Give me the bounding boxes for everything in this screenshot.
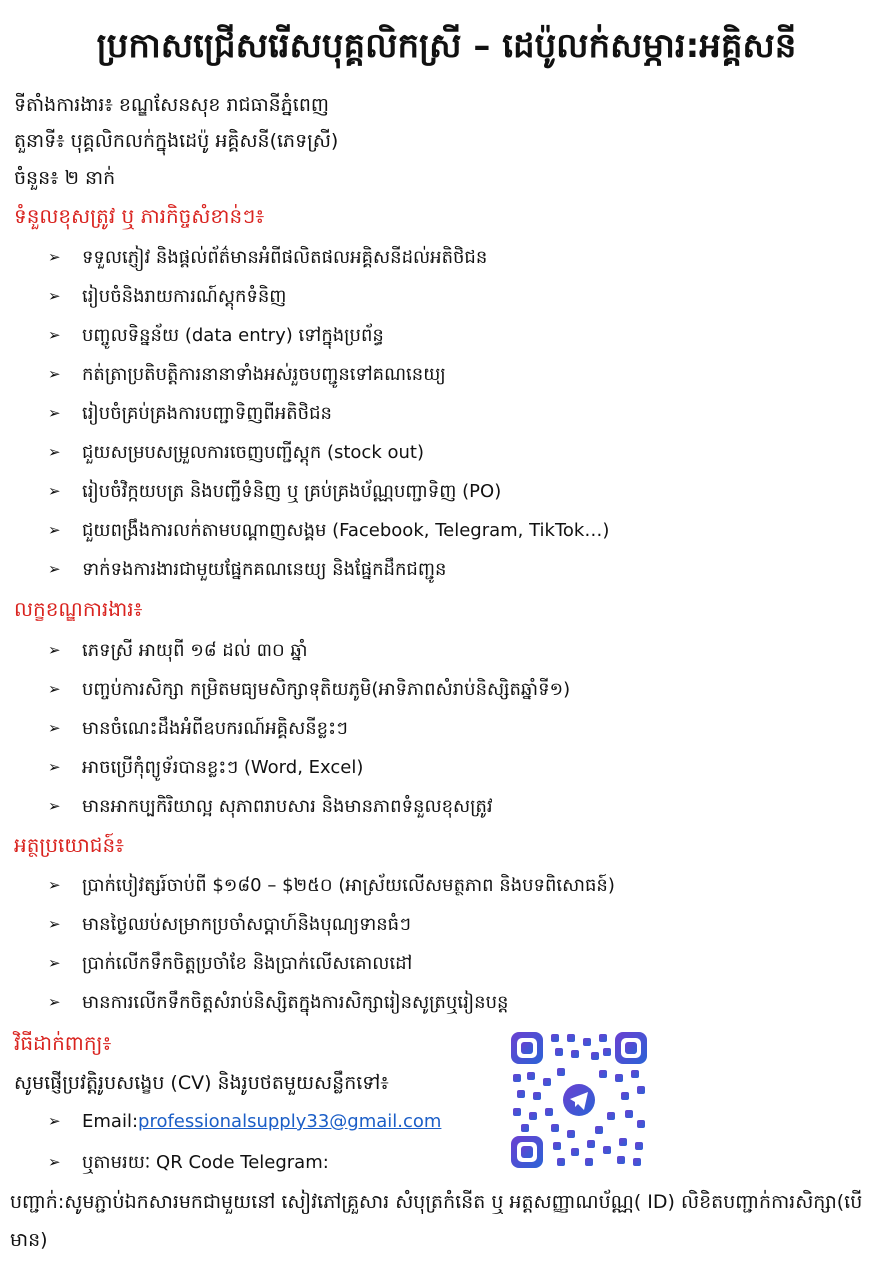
arrowhead-bullet-icon: ➢ (48, 680, 61, 698)
list-item: ➢ រៀបចំគ្រប់គ្រងការបញ្ជាទិញពីអតិថិជន (48, 394, 609, 433)
page-title: ប្រកាសជ្រើសរើសបុគ្គលិកស្រី – ដេប៉ូលក់សម្ភារ:អគ្គិសនី (96, 26, 797, 66)
arrowhead-bullet-icon: ➢ (48, 482, 61, 500)
arrowhead-bullet-icon: ➢ (48, 248, 61, 266)
list-item: ➢ កត់ត្រាប្រតិបត្តិការនានាទាំងអស់រួចបញ្ជូនទៅគណនេយ្យ (48, 355, 609, 394)
list-item: ➢ រៀបចំវិក្កយបត្រ និងបញ្ជីទំនិញ ឬ គ្រប់គ្រងប័ណ្ណបញ្ជាទិញ (PO) (48, 472, 609, 511)
arrowhead-bullet-icon: ➢ (48, 326, 61, 344)
list-item: ➢ បញ្ចូលទិន្នន័យ (data entry) ទៅក្នុងប្រព័ន្ធ (48, 316, 609, 355)
arrowhead-bullet-icon: ➢ (48, 443, 61, 461)
list-item: ➢ អាចប្រើកុំព្យូទ័របានខ្លះៗ (Word, Excel) (48, 748, 570, 787)
list-item: ➢ រៀបចំនិងរាយការណ៍ស្តុកទំនិញ (48, 277, 609, 316)
arrowhead-bullet-icon: ➢ (48, 876, 61, 894)
arrowhead-bullet-icon: ➢ (48, 1112, 61, 1130)
footnote: បញ្ជាក់:សូមភ្ជាប់ឯកសារមកជាមួយនៅ សៀវភៅគ្រួសារ សំបុត្រកំនើត ឬ អត្តសញ្ញាណប័ណ្ណ( ID) លិខិតបញ្ជាក់ការសិក្សា(បើមាន) (10, 1191, 863, 1251)
arrowhead-bullet-icon: ➢ (48, 521, 61, 539)
requirements-list (48, 631, 570, 826)
list-item: ➢ ប្រាក់លើកទឹកចិត្តប្រចាំខែ និងប្រាក់លើសគោលដៅ (48, 944, 615, 983)
list-item: ➢ ប្រាក់បៀវត្សរ៍ចាប់ពី $១៨0 – $២៥០ (អាស្រ័យលើសមត្ថភាព និងបទពិសោធន៍) (48, 866, 615, 905)
arrowhead-bullet-icon: ➢ (48, 758, 61, 776)
job-position: តួនាទី៖ បុគ្គលិកលក់ក្នុងដេប៉ូ អគ្គិសនី(ភេទស្រី) (14, 130, 339, 152)
requirements-heading: លក្ខខណ្ឌការងារ៖ (14, 597, 143, 621)
arrowhead-bullet-icon: ➢ (48, 365, 61, 383)
work-location: ទីតាំងការងារ៖ ខណ្ឌសែនសុខ រាជធានីភ្នំពេញ (14, 94, 329, 116)
list-item: ➢ បញ្ចប់ការសិក្សា កម្រិតមធ្យមសិក្សាទុតិយភូមិ(អាទិភាពសំរាប់និស្សិតឆ្នាំទី១) (48, 670, 570, 709)
arrowhead-bullet-icon: ➢ (48, 560, 61, 578)
list-item: ➢ មានថ្ងៃឈប់សម្រាកប្រចាំសប្តាហ៍និងបុណ្យទានធំៗ (48, 905, 615, 944)
arrowhead-bullet-icon: ➢ (48, 797, 61, 815)
apply-heading: វិធីដាក់ពាក្យ៖ (14, 1031, 112, 1055)
telegram-qr-label: ឬតាមរយៈ QR Code Telegram: (82, 1152, 329, 1173)
telegram-qr-code[interactable] (509, 1030, 649, 1170)
list-item: ➢ ជួយសម្របសម្រួលការចេញបញ្ជីស្តុក (stock out) (48, 433, 609, 472)
apply-intro: សូមផ្ញើប្រវត្តិរូបសង្ខេប (CV) និងរូបថតមួយសន្លឹកទៅ៖ (14, 1072, 389, 1094)
arrowhead-bullet-icon: ➢ (48, 719, 61, 737)
arrowhead-bullet-icon: ➢ (48, 993, 61, 1011)
list-item: ➢ ទាក់ទងការងារជាមួយផ្នែកគណនេយ្យ និងផ្នែកដឹកជញ្ជូន (48, 550, 609, 589)
benefits-list (48, 866, 615, 1022)
email-label: Email: (82, 1111, 139, 1132)
arrowhead-bullet-icon: ➢ (48, 1153, 61, 1171)
duties-heading: ទំនួលខុសត្រូវ ឬ ភារកិច្ចសំខាន់ៗ៖ (14, 204, 265, 228)
list-item (48, 1102, 441, 1141)
duties-list (48, 238, 609, 589)
benefits-heading: អត្ថប្រយោជន៍៖ (14, 833, 124, 857)
apply-list (48, 1102, 441, 1182)
list-item: ➢ មានអាកប្បកិរិយាល្អ សុភាពរាបសារ និងមានភាពទំនួលខុសត្រូវ (48, 787, 570, 826)
list-item (48, 1143, 441, 1182)
list-item: ➢ ទទួលភ្ញៀវ និងផ្តល់ព័ត៌មានអំពីផលិតផលអគ្គិសនីដល់អតិថិជន (48, 238, 609, 277)
arrowhead-bullet-icon: ➢ (48, 287, 61, 305)
telegram-icon (563, 1084, 595, 1116)
email-link[interactable]: professionalsupply33@gmail.com (138, 1111, 442, 1132)
list-item: ➢ ជួយពង្រឹងការលក់តាមបណ្តាញសង្គម (Facebook, Telegram, TikTok…) (48, 511, 609, 550)
list-item: ➢ មានការលើកទឹកចិត្តសំរាប់និស្សិតក្នុងការសិក្សារៀនសូត្រឬរៀនបន្ត (48, 983, 615, 1022)
list-item: ➢ ភេទស្រី អាយុពី ១៨ ដល់ ៣០ ឆ្នាំ (48, 631, 570, 670)
vacancy-count: ចំនួន៖ ២ នាក់ (14, 167, 116, 189)
arrowhead-bullet-icon: ➢ (48, 641, 61, 659)
list-item: ➢ មានចំណេះដឹងអំពីឧបករណ៍អគ្គិសនីខ្លះៗ (48, 709, 570, 748)
arrowhead-bullet-icon: ➢ (48, 915, 61, 933)
arrowhead-bullet-icon: ➢ (48, 404, 61, 422)
arrowhead-bullet-icon: ➢ (48, 954, 61, 972)
